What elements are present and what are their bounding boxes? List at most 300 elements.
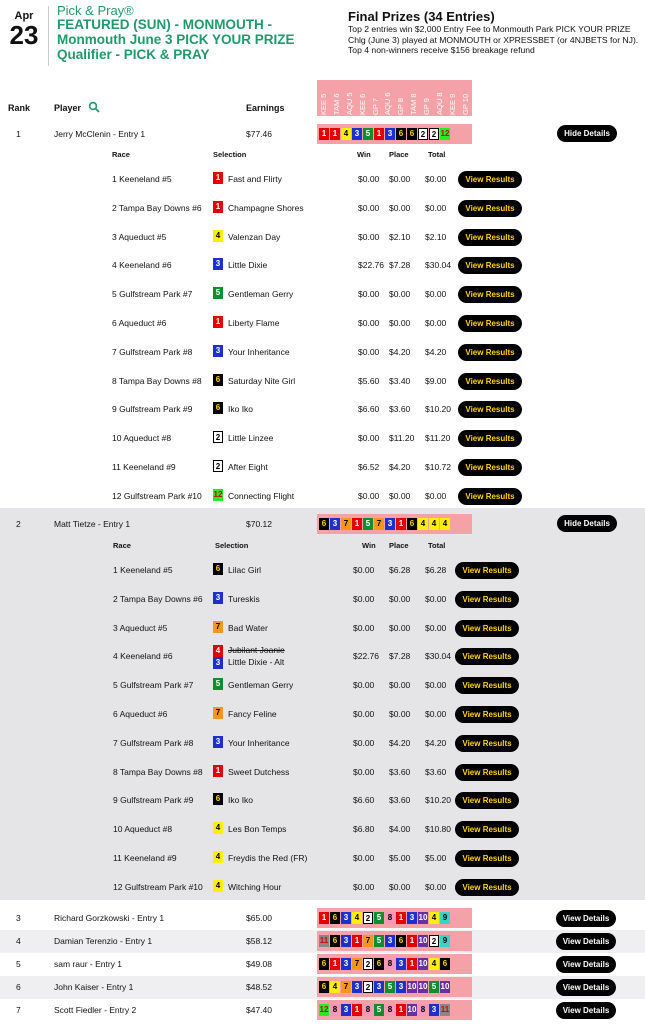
prizes-description: Top 2 entries win $2,000 Entry Fee to Monmouth Park PICK YOUR PRIZE Chlg (June 3) played at MONMOUTH or XPRESSBET (or 4NJBETS for NJ). Top 4 non-winners receive $156 breakage refund [348, 24, 639, 55]
total-payout: $5.00 [425, 853, 447, 863]
detail-header-race: Race [113, 541, 131, 550]
horse-number-badge: 3 [385, 518, 395, 530]
detail-race: 1 Keeneland #5 [113, 565, 173, 575]
player-name[interactable]: Jerry McClenin - Entry 1 [54, 129, 146, 139]
horse-number-badge: 6 [213, 374, 223, 386]
race-detail-row [0, 280, 645, 309]
win-payout: $6.60 [353, 795, 375, 806]
detail-race: 3 Aqueduct #5 [112, 231, 167, 242]
divider [48, 6, 49, 66]
horse-number-badge: 5 [385, 981, 395, 993]
scratched-horse-name: Jubilant Joanie [228, 645, 285, 656]
win-payout: $0.00 [353, 737, 375, 748]
view-results-button[interactable]: View Results [458, 459, 522, 476]
place-payout: $11.20 [389, 433, 415, 444]
contest-title: FEATURED (SUN) - MONMOUTH - Monmouth June 3 PICK YOUR PRIZE Qualifier - PICK & PRAY [57, 17, 295, 62]
horse-number-badge: 6 [213, 402, 223, 414]
horse-number-badge: 10 [418, 913, 428, 922]
horse-number-badge: 3 [407, 912, 417, 924]
view-results-button[interactable]: View Results [458, 171, 522, 188]
detail-race: 7 Gulfstream Park #8 [113, 737, 194, 748]
view-results-button[interactable]: View Results [455, 850, 519, 867]
horse-number-badge: 11 [319, 936, 329, 945]
view-results-button[interactable]: View Results [455, 706, 519, 723]
horse-name: Witching Hour [228, 881, 282, 892]
total-payout: $9.00 [425, 375, 447, 386]
horse-number-badge: 4 [429, 912, 439, 924]
detail-race: 9 Gulfstream Park #9 [112, 404, 193, 415]
horse-number-badge: 6 [407, 128, 417, 140]
alternate-horse-name: Little Dixie - Alt [228, 657, 285, 668]
race-detail-row [0, 671, 645, 700]
win-payout: $0.00 [358, 202, 380, 213]
picks-strip [317, 1000, 472, 1020]
rank-cell: 7 [16, 1005, 21, 1015]
race-detail-row [0, 309, 645, 338]
total-payout: $0.00 [425, 881, 447, 892]
horse-name: Lilac Girl [228, 565, 262, 575]
horse-number-badge: 3 [352, 128, 362, 140]
rank-cell: 1 [16, 129, 21, 139]
picks-strip [317, 908, 472, 928]
horse-number-badge: 1 [213, 765, 223, 777]
horse-number-badge: 3 [341, 912, 351, 924]
place-payout: $4.20 [389, 462, 411, 472]
win-payout: $0.00 [358, 231, 380, 242]
horse-number-badge: 10 [407, 982, 417, 991]
total-payout: $2.10 [425, 231, 447, 242]
horse-number-badge: 3 [213, 657, 223, 669]
view-results-button[interactable]: View Results [455, 735, 519, 752]
detail-race: 10 Aqueduct #8 [112, 433, 172, 444]
horse-number-badge: 3 [352, 981, 362, 993]
horse-number-badge: 1 [352, 1004, 362, 1016]
detail-race: 3 Aqueduct #5 [113, 622, 168, 633]
horse-number-badge: 3 [396, 958, 406, 970]
horse-number-badge: 3 [213, 345, 223, 357]
horse-number-badge: 5 [374, 1004, 384, 1016]
horse-number-badge: 4 [429, 958, 439, 970]
horse-number-badge: 6 [330, 912, 340, 924]
horse-number-badge: 1 [407, 958, 417, 970]
win-payout: $0.00 [358, 433, 380, 444]
horse-name: Fancy Feline [228, 709, 277, 719]
horse-number-badge: 1 [396, 1004, 406, 1016]
horse-number-badge: 1 [374, 128, 384, 140]
col-header-earnings: Earnings [246, 103, 285, 113]
detail-header-total: Total [428, 150, 446, 159]
place-payout: $0.00 [389, 174, 411, 184]
horse-number-badge: 6 [374, 958, 384, 970]
horse-number-badge: 4 [330, 981, 340, 993]
horse-name: Bad Water [228, 622, 268, 633]
rank-cell: 5 [16, 959, 21, 969]
race-detail-row [0, 556, 645, 585]
horse-number-badge: 1 [396, 912, 406, 924]
view-results-button[interactable]: View Results [458, 488, 522, 505]
horse-number-badge: 5 [363, 518, 373, 530]
place-payout: $4.20 [389, 346, 411, 357]
place-payout: $0.00 [389, 680, 411, 691]
player-name[interactable]: sam raur - Entry 1 [54, 959, 123, 969]
earnings-cell: $77.46 [246, 129, 272, 139]
win-payout: $0.00 [353, 622, 375, 633]
view-results-button[interactable]: View Results [455, 764, 519, 781]
horse-number-badge: 7 [213, 707, 223, 719]
horse-number-badge: 6 [407, 518, 417, 530]
win-payout: $22.76 [358, 260, 384, 271]
view-results-button[interactable]: View Results [458, 430, 522, 447]
horse-number-badge: 11 [440, 1005, 450, 1014]
detail-race: 9 Gulfstream Park #9 [113, 795, 194, 806]
leaderboard-row [0, 124, 645, 144]
place-payout: $0.00 [389, 202, 411, 213]
total-payout: $4.20 [425, 737, 447, 748]
horse-name: Les Bon Temps [228, 824, 287, 835]
player-name[interactable]: Damian Terenzio - Entry 1 [54, 936, 153, 946]
hide-details-button[interactable]: Hide Details [557, 515, 617, 532]
horse-number-badge: 4 [440, 518, 450, 530]
horse-number-badge: 1 [319, 128, 329, 140]
earnings-cell: $49.08 [246, 959, 272, 969]
view-results-button[interactable]: View Results [455, 648, 519, 665]
detail-header-win: Win [362, 541, 376, 550]
horse-number-badge: 10 [440, 982, 450, 991]
earnings-cell: $65.00 [246, 913, 272, 923]
horse-name: Liberty Flame [228, 318, 280, 328]
horse-name: Little Linzee [228, 433, 274, 444]
picks-strip [317, 977, 472, 997]
rank-cell: 6 [16, 982, 21, 992]
view-results-button[interactable]: View Results [458, 373, 522, 390]
detail-race: 11 Keeneland #9 [113, 853, 177, 863]
win-payout: $0.00 [358, 346, 380, 357]
race-detail-row [0, 194, 645, 223]
horse-number-badge: 3 [385, 935, 395, 947]
win-payout: $0.00 [353, 881, 375, 892]
detail-race: 8 Tampa Bay Downs #8 [112, 375, 202, 386]
detail-race: 12 Gulfstream Park #10 [112, 490, 202, 501]
horse-number-badge: 5 [363, 128, 373, 140]
horse-number-badge: 2 [429, 935, 439, 947]
player-name[interactable]: Scott Fiedler - Entry 2 [54, 1005, 137, 1015]
detail-race: 5 Gulfstream Park #7 [112, 289, 193, 300]
place-payout: $0.00 [389, 490, 411, 501]
race-detail-row [0, 424, 645, 453]
place-payout: $0.00 [389, 881, 411, 892]
place-payout: $3.60 [389, 795, 411, 806]
view-results-button[interactable]: View Results [458, 344, 522, 361]
race-column-header: KEE 9 [448, 93, 458, 115]
leaderboard-row [0, 908, 645, 930]
race-detail-row [0, 729, 645, 758]
detail-header-selection: Selection [215, 541, 249, 550]
place-payout: $4.00 [389, 824, 411, 835]
horse-number-badge: 1 [213, 172, 223, 184]
horse-number-badge: 10 [418, 936, 428, 945]
place-payout: $4.20 [389, 737, 411, 748]
total-payout: $30.04 [425, 260, 451, 271]
horse-name: Your Inheritance [228, 737, 290, 748]
view-details-button[interactable]: View Details [556, 910, 616, 927]
rank-cell: 2 [16, 519, 21, 529]
view-details-button[interactable]: View Details [556, 956, 616, 973]
detail-header-place: Place [389, 150, 409, 159]
place-payout: $0.00 [389, 622, 411, 633]
race-detail-row [0, 815, 645, 844]
horse-number-badge: 8 [418, 1004, 428, 1016]
view-details-button[interactable]: View Details [556, 933, 616, 950]
horse-number-badge: 8 [330, 1004, 340, 1016]
race-column-header: GP 7 [370, 98, 380, 115]
horse-number-badge: 1 [213, 316, 223, 328]
place-payout: $7.28 [389, 260, 411, 271]
horse-number-badge: 4 [213, 851, 223, 863]
search-icon[interactable] [88, 101, 100, 113]
total-payout: $10.80 [425, 824, 451, 835]
horse-number-badge: 6 [213, 563, 223, 575]
detail-header-win: Win [357, 150, 371, 159]
horse-number-badge: 8 [385, 912, 395, 924]
place-payout: $2.10 [389, 231, 411, 242]
col-header-rank: Rank [8, 103, 31, 113]
horse-number-badge: 1 [330, 128, 340, 140]
detail-race: 1 Keeneland #5 [112, 174, 172, 184]
view-results-button[interactable]: View Results [455, 792, 519, 809]
horse-number-badge: 3 [341, 958, 351, 970]
win-payout: $0.00 [353, 709, 375, 719]
win-payout: $0.00 [358, 289, 380, 300]
view-results-button[interactable]: View Results [458, 229, 522, 246]
race-column-header: AQU 6 [383, 92, 393, 115]
horse-number-badge: 6 [396, 128, 406, 140]
detail-header-total: Total [428, 541, 446, 550]
view-results-button[interactable]: View Results [458, 257, 522, 274]
horse-number-badge: 3 [374, 981, 384, 993]
horse-number-badge: 1 [213, 201, 223, 213]
picks-strip [317, 954, 472, 974]
date-day: 23 [9, 20, 39, 50]
race-column-header: GP 10 [460, 93, 470, 115]
horse-name: Valenzan Day [228, 231, 281, 242]
horse-number-badge: 10 [407, 1005, 417, 1014]
win-payout: $0.00 [353, 766, 375, 777]
earnings-cell: $70.12 [246, 519, 272, 529]
detail-race: 10 Aqueduct #8 [113, 824, 173, 835]
leaderboard-row [0, 954, 645, 976]
race-detail-row [0, 395, 645, 424]
view-results-button[interactable]: View Results [455, 879, 519, 896]
total-payout: $0.00 [425, 318, 447, 328]
total-payout: $10.20 [425, 795, 451, 806]
horse-number-badge: 1 [352, 935, 362, 947]
view-results-button[interactable]: View Results [458, 200, 522, 217]
view-details-button[interactable]: View Details [556, 979, 616, 996]
picks-strip [317, 124, 472, 144]
win-payout: $6.80 [353, 824, 375, 835]
detail-header-race: Race [112, 150, 130, 159]
race-column-header: AQU 5 [344, 92, 354, 115]
place-payout: $7.28 [389, 651, 411, 662]
horse-number-badge: 9 [440, 935, 450, 947]
view-results-button[interactable]: View Results [458, 315, 522, 332]
race-column-header: TAM 8 [409, 93, 419, 115]
view-results-button[interactable]: View Results [455, 620, 519, 637]
win-payout: $0.00 [353, 593, 375, 604]
horse-number-badge: 4 [352, 912, 362, 924]
rank-cell: 4 [16, 936, 21, 946]
picks-strip [317, 514, 472, 534]
total-payout: $0.00 [425, 490, 447, 501]
detail-race: 4 Keeneland #6 [113, 651, 173, 662]
detail-race: 12 Gulfstream Park #10 [113, 881, 203, 892]
horse-number-badge: 2 [213, 431, 223, 443]
race-detail-row [0, 482, 645, 511]
race-detail-row [0, 844, 645, 873]
detail-race: 5 Gulfstream Park #7 [113, 680, 194, 691]
horse-number-badge: 1 [352, 518, 362, 530]
horse-number-badge: 3 [341, 1004, 351, 1016]
total-payout: $10.72 [425, 462, 451, 472]
horse-number-badge: 12 [319, 1005, 329, 1014]
horse-number-badge: 6 [319, 518, 329, 530]
race-column-header: KEE 6 [357, 93, 367, 115]
horse-number-badge: 5 [429, 981, 439, 993]
horse-number-badge: 1 [396, 518, 406, 530]
horse-name: Gentleman Gerry [228, 680, 294, 691]
total-payout: $0.00 [425, 680, 447, 691]
view-results-button[interactable]: View Results [455, 591, 519, 608]
view-results-button[interactable]: View Results [458, 286, 522, 303]
player-name[interactable]: Matt Tietze - Entry 1 [54, 519, 131, 529]
horse-name: Iko Iko [228, 795, 254, 806]
horse-number-badge: 12 [213, 489, 223, 499]
win-payout: $0.00 [353, 565, 375, 575]
horse-name: Fast and Flirty [228, 174, 282, 184]
horse-number-badge: 4 [213, 645, 223, 657]
place-payout: $0.00 [389, 289, 411, 300]
horse-number-badge: 5 [374, 912, 384, 924]
horse-name: After Eight [228, 462, 268, 472]
race-column-headers [317, 80, 472, 116]
horse-number-badge: 2 [429, 128, 439, 140]
hide-details-button[interactable]: Hide Details [557, 125, 617, 142]
player-name[interactable]: Richard Gorzkowski - Entry 1 [54, 913, 165, 923]
brand-name: Pick & Pray® [57, 3, 134, 18]
horse-number-badge: 6 [319, 981, 329, 993]
horse-name: Sweet Dutchess [228, 766, 290, 777]
race-detail-row [0, 758, 645, 787]
leaderboard-row [0, 1000, 645, 1022]
total-payout: $4.20 [425, 346, 447, 357]
win-payout: $0.00 [358, 174, 380, 184]
horse-number-badge: 2 [363, 958, 373, 970]
horse-number-badge: 9 [440, 912, 450, 924]
horse-number-badge: 3 [213, 258, 223, 270]
detail-race: 11 Keeneland #9 [112, 462, 176, 472]
horse-number-badge: 7 [363, 935, 373, 947]
detail-race: 4 Keeneland #6 [112, 260, 172, 271]
rank-cell: 3 [16, 913, 21, 923]
place-payout: $3.40 [389, 375, 411, 386]
horse-number-badge: 2 [363, 912, 373, 924]
place-payout: $0.00 [389, 318, 411, 328]
horse-number-badge: 7 [352, 958, 362, 970]
horse-number-badge: 3 [429, 1004, 439, 1016]
view-details-button[interactable]: View Details [556, 1002, 616, 1019]
horse-name: Iko Iko [228, 404, 254, 415]
race-detail-row [0, 251, 645, 280]
win-payout: $0.00 [358, 318, 380, 328]
race-column-header: KEE 5 [318, 93, 328, 115]
win-payout: $5.60 [358, 375, 380, 386]
horse-number-badge: 3 [396, 981, 406, 993]
place-payout: $6.28 [389, 565, 411, 575]
win-payout: $22.76 [353, 651, 379, 662]
view-results-button[interactable]: View Results [455, 677, 519, 694]
horse-number-badge: 7 [374, 518, 384, 530]
horse-name: Your Inheritance [228, 346, 290, 357]
horse-number-badge: 2 [363, 981, 373, 993]
leaderboard-row [0, 977, 645, 999]
view-results-button[interactable]: View Results [455, 821, 519, 838]
horse-number-badge: 7 [341, 981, 351, 993]
race-detail-row [0, 614, 645, 643]
prizes-title: Final Prizes (34 Entries) [348, 9, 495, 24]
col-header-player[interactable]: Player [54, 103, 82, 113]
total-payout: $11.20 [425, 433, 451, 444]
player-name[interactable]: John Kaiser - Entry 1 [54, 982, 134, 992]
race-column-header: TAM 6 [331, 93, 341, 115]
race-detail-row [0, 585, 645, 614]
detail-race: 7 Gulfstream Park #8 [112, 346, 193, 357]
win-payout: $6.52 [358, 462, 380, 472]
total-payout: $6.28 [425, 565, 447, 575]
total-payout: $10.20 [425, 404, 451, 415]
horse-number-badge: 4 [213, 822, 223, 834]
horse-number-badge: 6 [440, 958, 450, 970]
horse-number-badge: 6 [319, 958, 329, 970]
horse-number-badge: 3 [385, 128, 395, 140]
race-column-header: GP 8 [396, 98, 406, 115]
horse-number-badge: 5 [213, 287, 223, 299]
total-payout: $0.00 [425, 622, 447, 633]
race-detail-row [0, 165, 645, 194]
detail-race: 8 Tampa Bay Downs #8 [113, 766, 203, 777]
total-payout: $3.60 [425, 766, 447, 777]
date-month: Apr [14, 10, 34, 22]
earnings-cell: $48.52 [246, 982, 272, 992]
view-results-button[interactable]: View Results [455, 562, 519, 579]
detail-header-place: Place [389, 541, 409, 550]
horse-number-badge: 1 [407, 935, 417, 947]
total-payout: $0.00 [425, 289, 447, 300]
horse-number-badge: 8 [385, 1004, 395, 1016]
horse-number-badge: 10 [418, 959, 428, 968]
horse-number-badge: 1 [330, 958, 340, 970]
horse-number-badge: 6 [396, 935, 406, 947]
horse-number-badge: 5 [374, 935, 384, 947]
view-results-button[interactable]: View Results [458, 401, 522, 418]
horse-number-badge: 3 [330, 518, 340, 530]
horse-number-badge: 3 [213, 736, 223, 748]
contest-header [0, 0, 645, 70]
horse-number-badge: 4 [418, 518, 428, 530]
horse-number-badge: 5 [213, 678, 223, 690]
detail-race: 2 Tampa Bay Downs #6 [112, 202, 202, 213]
place-payout: $0.00 [389, 709, 411, 719]
total-payout: $0.00 [425, 593, 447, 604]
